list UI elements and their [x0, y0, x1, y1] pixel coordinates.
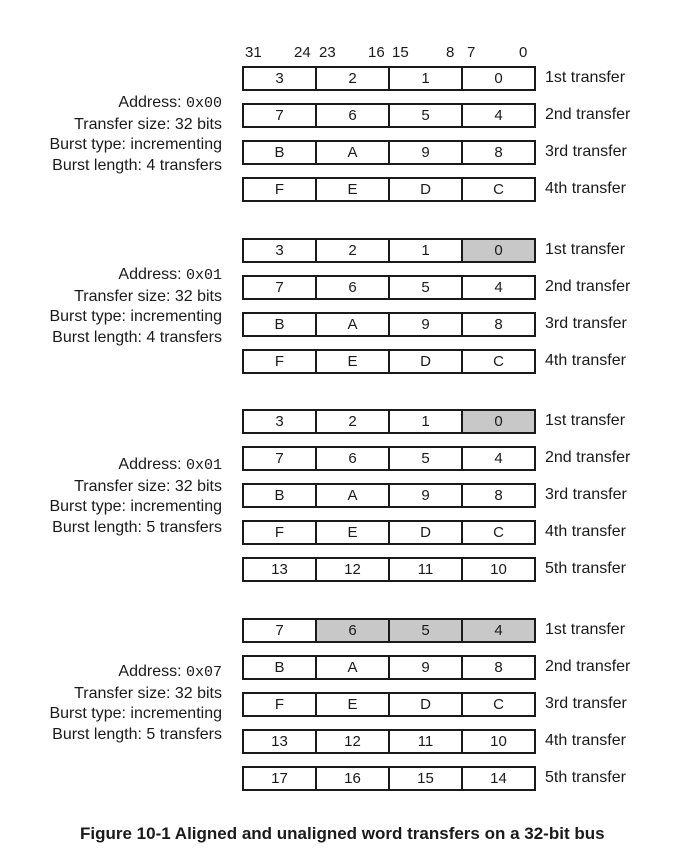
transfer-row: [242, 729, 536, 754]
byte-cell: 4: [494, 279, 503, 296]
byte-cell: 7: [244, 620, 317, 641]
byte-cell: B: [244, 142, 317, 163]
transfer-size: Transfer size: 32 bits: [74, 477, 222, 495]
transfer-label: 2nd transfer: [545, 278, 631, 295]
address-value: 0x01: [185, 457, 222, 474]
transfer-row: [242, 692, 536, 717]
address-line: [49, 662, 222, 684]
byte-cell: 10: [490, 561, 507, 578]
byte-cell: 12: [317, 731, 390, 752]
byte-cell: 3: [244, 240, 317, 261]
byte-cell: E: [317, 522, 390, 543]
byte-cell: B: [244, 485, 317, 506]
transfer-row: [242, 177, 536, 202]
byte-cell: E: [317, 351, 390, 372]
transfer-label: 1st transfer: [545, 69, 626, 86]
transfer-row: [242, 140, 536, 165]
byte-cell: 9: [390, 485, 463, 506]
byte-cell: C: [493, 696, 504, 713]
byte-cell: F: [244, 351, 317, 372]
byte-cell: 16: [317, 768, 390, 789]
transfer-label: 3rd transfer: [545, 486, 627, 503]
byte-cell: A: [317, 485, 390, 506]
address-label: Address:: [118, 94, 186, 111]
byte-cell: 13: [244, 559, 317, 580]
byte-cell: 15: [390, 768, 463, 789]
transfer-label: 3rd transfer: [545, 695, 627, 712]
bit-label: 23: [319, 44, 336, 61]
transfer-size: Transfer size: 32 bits: [74, 287, 222, 305]
bit-label: 7: [467, 44, 476, 61]
byte-cell-inactive: 5: [390, 620, 463, 641]
byte-cell: 14: [490, 770, 507, 787]
transfer-row: [242, 520, 536, 545]
transfer-label: 1st transfer: [545, 621, 626, 638]
transfer-row: [242, 103, 536, 128]
transfer-info: [49, 455, 222, 538]
transfer-row: [242, 655, 536, 680]
byte-cell: F: [244, 694, 317, 715]
burst-length: Burst length: 4 transfers: [52, 156, 222, 174]
transfer-label: 1st transfer: [545, 412, 626, 429]
transfer-label: 2nd transfer: [545, 449, 631, 466]
bit-label: 0: [519, 44, 528, 61]
byte-cell: 7: [244, 277, 317, 298]
transfer-label: 3rd transfer: [545, 143, 627, 160]
transfer-label: 3rd transfer: [545, 315, 627, 332]
byte-cell-inactive: 0: [463, 411, 534, 432]
byte-cell: 8: [494, 659, 503, 676]
byte-cell: 9: [390, 657, 463, 678]
byte-cell: 5: [390, 105, 463, 126]
address-label: Address:: [118, 663, 186, 680]
transfer-row: [242, 446, 536, 471]
byte-cell: 2: [317, 68, 390, 89]
byte-cell: 11: [390, 559, 463, 580]
transfer-label: 4th transfer: [545, 180, 626, 197]
transfer-label: 4th transfer: [545, 352, 626, 369]
transfer-row: [242, 312, 536, 337]
address-label: Address:: [118, 266, 186, 283]
byte-cell: 3: [244, 411, 317, 432]
transfer-row: [242, 409, 536, 434]
transfer-label: 5th transfer: [545, 560, 626, 577]
transfer-label: 1st transfer: [545, 241, 626, 258]
byte-cell: 8: [494, 144, 503, 161]
byte-cell: 1: [390, 411, 463, 432]
byte-cell: E: [317, 179, 390, 200]
transfer-size: Transfer size: 32 bits: [74, 684, 222, 702]
byte-cell: 4: [494, 450, 503, 467]
byte-cell: 1: [390, 240, 463, 261]
address-value: 0x00: [185, 95, 222, 112]
transfer-info: [49, 662, 222, 745]
byte-cell: 6: [317, 277, 390, 298]
transfer-label: 4th transfer: [545, 523, 626, 540]
byte-cell-inactive: 6: [317, 620, 390, 641]
transfer-size: Transfer size: 32 bits: [74, 115, 222, 133]
byte-cell: 9: [390, 142, 463, 163]
byte-cell: D: [390, 522, 463, 543]
byte-cell: 11: [390, 731, 463, 752]
byte-cell: A: [317, 142, 390, 163]
transfer-row: [242, 557, 536, 582]
transfer-row: [242, 618, 536, 643]
burst-type: Burst type: incrementing: [49, 136, 222, 153]
byte-cell: B: [244, 314, 317, 335]
byte-cell: 17: [244, 768, 317, 789]
address-value: 0x07: [185, 664, 222, 681]
transfer-label: 4th transfer: [545, 732, 626, 749]
byte-cell: A: [317, 657, 390, 678]
byte-cell: D: [390, 179, 463, 200]
transfer-label: 5th transfer: [545, 769, 626, 786]
figure-caption: Figure 10-1 Aligned and unaligned word transfers on a 32-bit bus: [80, 824, 605, 843]
transfer-row: [242, 238, 536, 263]
byte-cell: F: [244, 179, 317, 200]
byte-cell: 3: [244, 68, 317, 89]
bit-label: 24: [294, 44, 311, 61]
transfer-info: [49, 265, 222, 348]
byte-cell: E: [317, 694, 390, 715]
transfer-row: [242, 349, 536, 374]
byte-cell: 4: [494, 107, 503, 124]
byte-cell: 6: [317, 448, 390, 469]
burst-type: Burst type: incrementing: [49, 308, 222, 325]
byte-cell: F: [244, 522, 317, 543]
burst-type: Burst type: incrementing: [49, 705, 222, 722]
transfer-row: [242, 66, 536, 91]
address-line: [49, 455, 222, 477]
byte-cell: 1: [390, 68, 463, 89]
burst-type: Burst type: incrementing: [49, 498, 222, 515]
address-line: [49, 93, 222, 115]
byte-cell: 7: [244, 448, 317, 469]
address-label: Address:: [118, 456, 186, 473]
byte-cell: C: [493, 181, 504, 198]
byte-cell: 8: [494, 487, 503, 504]
byte-cell: D: [390, 694, 463, 715]
byte-cell: D: [390, 351, 463, 372]
byte-cell: 0: [494, 70, 503, 87]
burst-length: Burst length: 5 transfers: [52, 725, 222, 743]
byte-cell: 10: [490, 733, 507, 750]
burst-length: Burst length: 5 transfers: [52, 518, 222, 536]
byte-cell: B: [244, 657, 317, 678]
bit-label: 31: [245, 44, 262, 61]
bit-label: 16: [368, 44, 385, 61]
byte-cell: 6: [317, 105, 390, 126]
transfer-row: [242, 275, 536, 300]
address-value: 0x01: [185, 267, 222, 284]
transfer-row: [242, 766, 536, 791]
byte-cell: 13: [244, 731, 317, 752]
byte-cell: 5: [390, 448, 463, 469]
byte-cell: A: [317, 314, 390, 335]
byte-cell-inactive: 0: [463, 240, 534, 261]
byte-cell: 9: [390, 314, 463, 335]
byte-cell: 5: [390, 277, 463, 298]
transfer-label: 2nd transfer: [545, 106, 631, 123]
transfer-info: [49, 93, 222, 176]
byte-cell: C: [493, 524, 504, 541]
transfer-row: [242, 483, 536, 508]
byte-cell: 2: [317, 240, 390, 261]
address-line: [49, 265, 222, 287]
transfer-label: 2nd transfer: [545, 658, 631, 675]
byte-cell: 12: [317, 559, 390, 580]
burst-length: Burst length: 4 transfers: [52, 328, 222, 346]
byte-cell-inactive: 4: [463, 620, 534, 641]
byte-cell: 7: [244, 105, 317, 126]
byte-cell: 8: [494, 316, 503, 333]
bit-label: 15: [392, 44, 409, 61]
byte-cell: C: [493, 353, 504, 370]
bit-label: 8: [446, 44, 455, 61]
byte-cell: 2: [317, 411, 390, 432]
